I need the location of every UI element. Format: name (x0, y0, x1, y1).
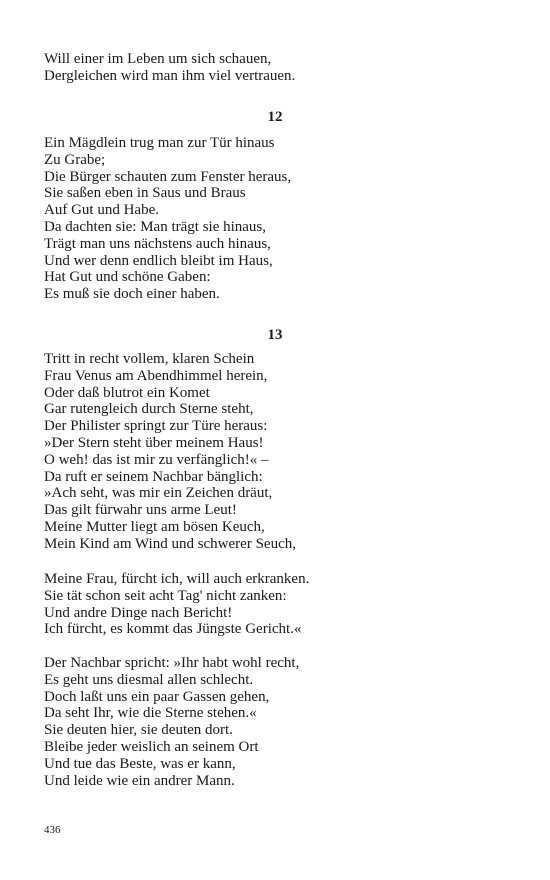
verse-line: Und wer denn endlich bleibt im Haus, (44, 252, 273, 269)
page-number: 436 (44, 824, 61, 836)
verse-line: Und andre Dinge nach Bericht! (44, 604, 233, 621)
verse-line: Frau Venus am Abendhimmel herein, (44, 367, 268, 384)
poem-number-13: 13 (267, 327, 283, 343)
verse-line: Das gilt fürwahr uns arme Leut! (44, 502, 237, 519)
verse-line: Bleibe jeder weislich an seinem Ort (44, 738, 259, 755)
verse-line: Es geht uns diesmal allen schlecht. (44, 671, 254, 688)
verse-line: Tritt in recht vollem, klaren Schein (44, 351, 255, 367)
verse-line: Da seht Ihr, wie die Sterne stehen.« (44, 705, 257, 722)
verse-line: Da ruft er seinem Nachbar bänglich: (44, 468, 263, 485)
verse-line: Und leide wie ein andrer Mann. (44, 772, 235, 789)
verse-line: Meine Frau, fürcht ich, will auch erkranken. (44, 571, 310, 587)
verse-line: Sie saßen eben in Saus und Braus (44, 185, 246, 202)
verse-line: Und tue das Beste, was er kann, (44, 755, 236, 772)
verse-line: Oder daß blutrot ein Komet (44, 384, 210, 401)
verse-line: Ein Mägdlein trug man zur Tür hinaus (44, 135, 275, 151)
verse-line: Der Philister springt zur Türe heraus: (44, 418, 268, 435)
verse-line: Hat Gut und schöne Gaben: (44, 269, 211, 286)
verse-line: Sie deuten hier, sie deuten dort. (44, 722, 233, 739)
poem-12-stanza (44, 135, 291, 303)
verse-line: Meine Mutter liegt am bösen Keuch, (44, 518, 265, 535)
verse-line: Will einer im Leben um sich schauen, (44, 51, 272, 67)
verse-line: »Ach seht, was mir ein Zeichen dräut, (44, 485, 273, 502)
stanza-top (44, 51, 295, 85)
verse-line: Sie tät schon seit acht Tag' nicht zanken: (44, 587, 287, 604)
verse-line: Die Bürger schauten zum Fenster heraus, (44, 168, 292, 185)
verse-line: Trägt man uns nächstens auch hinaus, (44, 235, 271, 252)
verse-line: Ich fürcht, es kommt das Jüngste Gericht.« (44, 621, 302, 638)
verse-line: Gar rutengleich durch Sterne steht, (44, 401, 254, 418)
verse-line: Der Nachbar spricht: »Ihr habt wohl recht, (44, 655, 300, 671)
poem-13-stanza-2 (44, 571, 309, 638)
verse-line: Zu Grabe; (44, 151, 106, 168)
verse-line: Dergleichen wird man ihm viel vertrauen. (44, 67, 296, 84)
poem-number-12: 12 (267, 109, 283, 125)
verse-line: Es muß sie doch einer haben. (44, 286, 220, 303)
verse-line: O weh! das ist mir zu verfänglich!« – (44, 451, 269, 468)
poem-13-stanza-3 (44, 655, 299, 789)
verse-line: Auf Gut und Habe. (44, 202, 159, 219)
poem-13-stanza-1 (44, 351, 296, 553)
verse-line: »Der Stern steht über meinem Haus! (44, 434, 264, 451)
verse-line: Da dachten sie: Man trägt sie hinaus, (44, 218, 267, 235)
verse-line: Mein Kind am Wind und schwerer Seuch, (44, 535, 296, 552)
verse-line: Doch laßt uns ein paar Gassen gehen, (44, 688, 270, 705)
